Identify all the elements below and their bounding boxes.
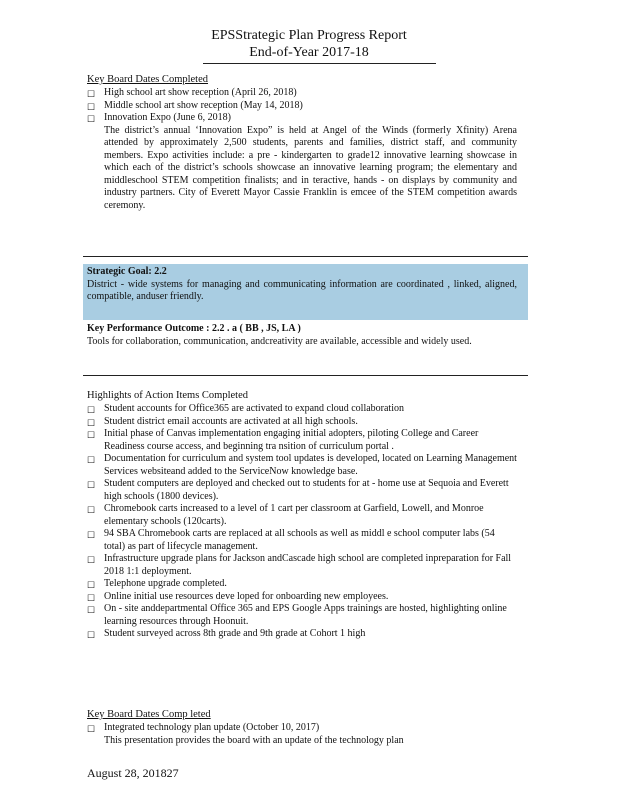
kpi-text: Tools for collaboration, communication, andcreativity are available, accessible and widely used.	[87, 335, 472, 347]
square-bullet-icon: ☐	[87, 430, 96, 440]
square-bullet-icon: ☐	[87, 480, 96, 490]
list-item: ☐ Middle school art show reception (May 14, 2018)	[87, 99, 303, 112]
list-item: ☐ Student computers are deployed and checked out to students for at - home use at Sequoia and Everett high schools (1800 devices).	[87, 478, 509, 502]
list-item: ☐ Infrastructure upgrade plans for Jackson andCascade high school are completed inpreparation for Fall 2018 1:1 deployment.	[87, 553, 512, 577]
list-item: ☐ Innovation Expo (June 6, 2018) The district’s annual ‘Innovation Expo” is held at Angel of the Winds (formerly Xfinity) Arena attended by approximately 2,500 students, parents and families, district staff, and community members. Expo activities include: a pre - kindergarten to grade12 innovative learning showcase in which each of the district’s schools showcase an innovative learning program; the elementary and middleschool STEM competition finalists; and in teractive, hands - on displays by community and industry partners. City of Everett Mayor Cassie Franklin is emcee of the STEM competition awards ceremony.	[87, 112, 517, 211]
section-rule	[83, 375, 528, 376]
square-bullet-icon: ☐	[87, 555, 96, 565]
square-bullet-icon: ☐	[87, 630, 96, 640]
square-bullet-icon: ☐	[87, 405, 96, 415]
list-item: ☐ Integrated technology plan update (October 10, 2017) This presentation provides the board with an update of the technology plan	[87, 722, 517, 747]
list-item: ☐ Student accounts for Office365 are activated to expand cloud collaboration	[87, 403, 404, 415]
report-title: EPSStrategic Plan Progress Report	[211, 28, 407, 43]
key-board-dates-list	[87, 87, 517, 212]
square-bullet-icon: ☐	[87, 580, 96, 590]
report-subtitle: End-of-Year 2017-18	[249, 45, 369, 60]
list-item: ☐ On - site anddepartmental Office 365 and EPS Google Apps trainings are hosted, highlighting online learning resources through Hoonuit.	[87, 603, 507, 627]
highlights-list	[87, 403, 517, 641]
square-bullet-icon: ☐	[87, 114, 96, 124]
square-bullet-icon: ☐	[87, 530, 96, 540]
square-bullet-icon: ☐	[87, 417, 96, 428]
innovation-expo-description: The district’s annual ‘Innovation Expo” is held at Angel of the Winds (formerly Xfinity) Arena attended by approximately 2,500 students, parents and families, district staff, and community members. Expo activities include: a pre - kindergarten to grade12 innovative learning showcase in which each of the district’s schools showcase an innovative learning program; the elementary and middleschool STEM competition finalists; and in teractive, hands - on displays by community and industry partners. City of Everett Mayor Cassie Franklin is emcee of the STEM competition awards ceremony.	[104, 124, 517, 211]
strategic-goal-label: Strategic Goal: 2.2	[87, 266, 167, 277]
list-item: ☐ 94 SBA Chromebook carts are replaced at all schools as well as middl e school computer labs (54 total) as part of lifecycle management.	[87, 528, 495, 552]
key-board-dates-completed-list	[87, 722, 517, 747]
square-bullet-icon: ☐	[87, 505, 96, 515]
square-bullet-icon: ☐	[87, 724, 96, 734]
square-bullet-icon: ☐	[87, 605, 96, 615]
list-item: ☐ Online initial use resources deve loped for onboarding new employees.	[87, 590, 389, 603]
list-item: ☐ Documentation for curriculum and system tool updates is developed, located on Learning Management Services websiteand added to the ServiceNow knowledge base.	[87, 453, 517, 477]
list-item: ☐ Telephone upgrade completed.	[87, 578, 227, 590]
key-board-dates-completed-heading: Key Board Dates Comp leted	[87, 709, 211, 720]
page-footer: August 28, 201827	[87, 766, 179, 780]
strategic-goal	[87, 266, 517, 304]
square-bullet-icon: ☐	[87, 592, 96, 603]
list-item: ☐ Chromebook carts increased to a level of 1 cart per classroom at Garfield, Lowell, and Monroe elementary schools (120carts).	[87, 503, 484, 527]
square-bullet-icon: ☐	[87, 101, 96, 112]
highlights-heading: Highlights of Action Items Completed	[87, 390, 248, 401]
key-board-dates-heading: Key Board Dates Completed	[87, 74, 209, 85]
list-item: ☐ High school art show reception (April 26, 2018)	[87, 87, 297, 99]
strategic-goal-text: District - wide systems for managing and communicating information are coordinated , linked, aligned, compatible, anduser friendly.	[87, 278, 517, 302]
square-bullet-icon: ☐	[87, 89, 96, 99]
tech-plan-description: This presentation provides the board with an update of the technology plan	[104, 734, 404, 746]
square-bullet-icon: ☐	[87, 455, 96, 465]
kpi-label: Key Performance Outcome : 2.2 . a ( BB , JS, LA )	[87, 323, 301, 334]
section-rule	[83, 256, 528, 257]
list-item: ☐ Initial phase of Canvas implementation engaging initial adopters, piloting College and Career Readiness course access, and beginning tra nsition of curriculum portal .	[87, 428, 479, 452]
key-performance-outcome	[87, 323, 517, 348]
list-item: ☐ Student surveyed across 8th grade and 9th grade at Cohort 1 high	[87, 628, 366, 640]
list-item: ☐ Student district email accounts are activated at all high schools.	[87, 415, 358, 428]
title-rule	[203, 63, 436, 64]
